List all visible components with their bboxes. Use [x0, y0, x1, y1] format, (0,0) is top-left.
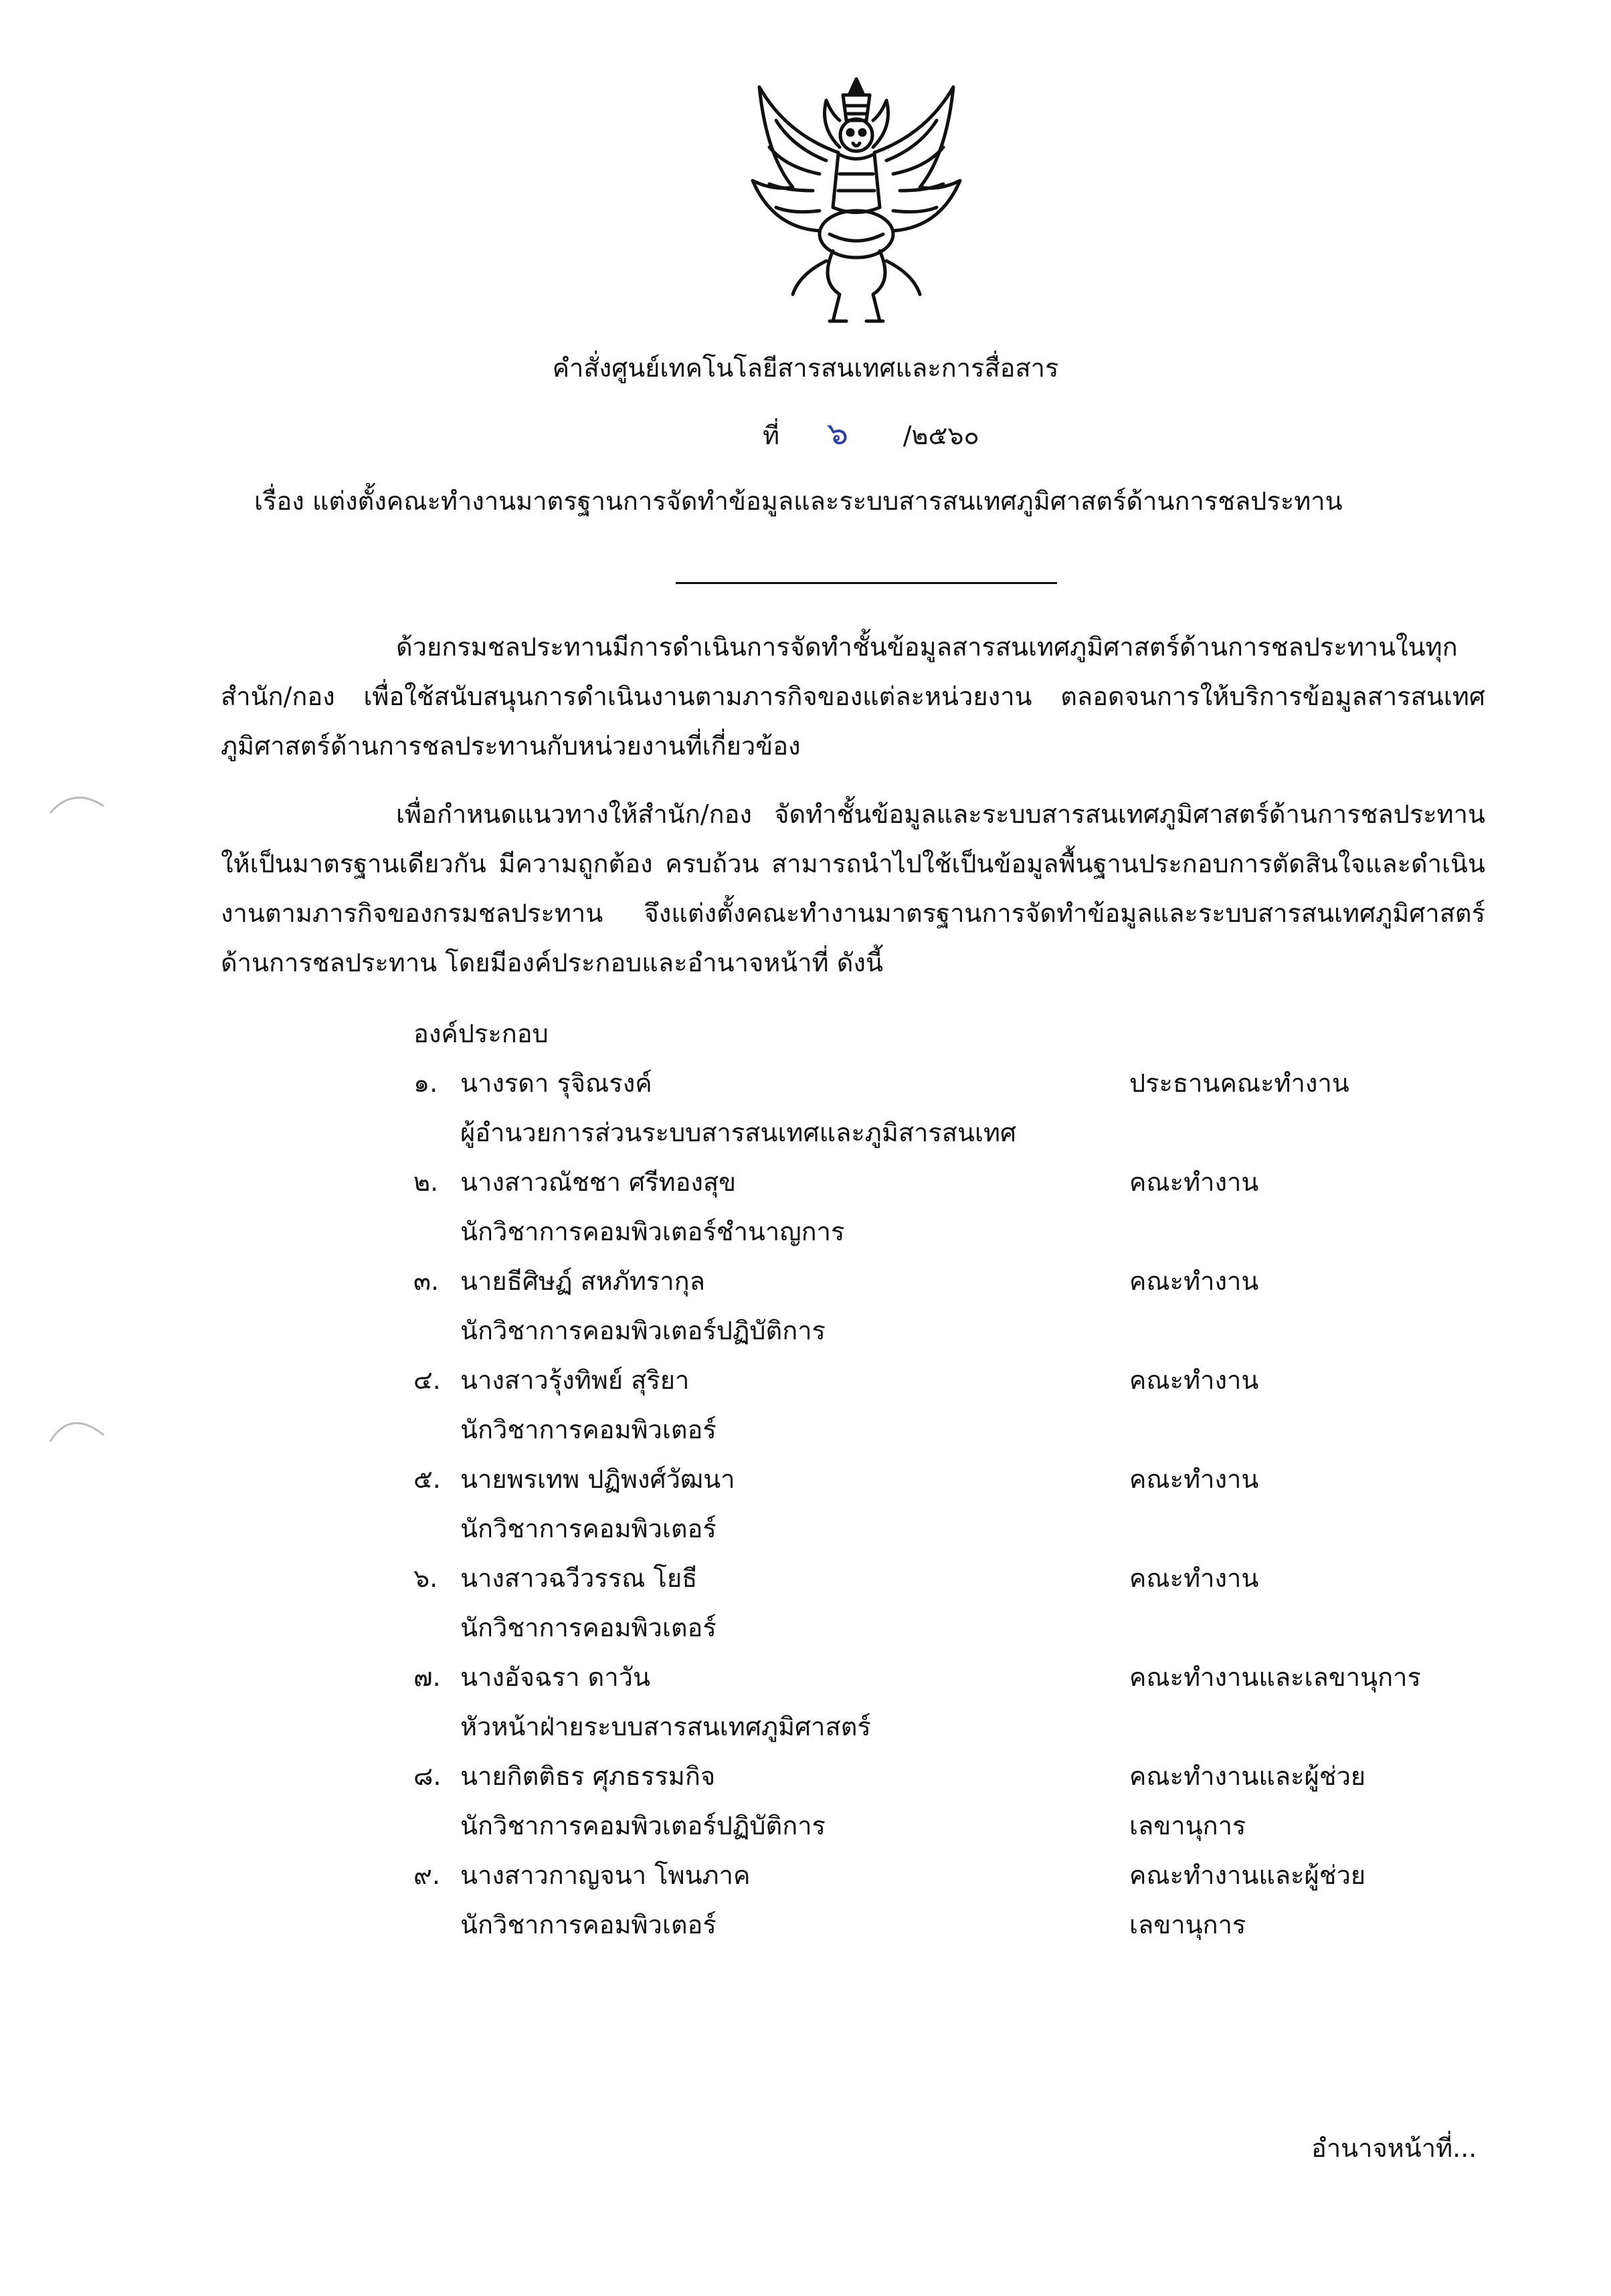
- member-position: นักวิชาการคอมพิวเตอร์: [460, 1910, 717, 1939]
- member-number: ๘.: [413, 1761, 442, 1791]
- member-item: [413, 1058, 1484, 1157]
- member-role: คณะทำงานและผู้ช่วย: [1129, 1860, 1366, 1890]
- member-name: นางอัจฉรา ดาวัน: [460, 1662, 650, 1692]
- member-list: [413, 1058, 1484, 1949]
- handwritten-number: ๖: [826, 413, 850, 454]
- member-position: นักวิชาการคอมพิวเตอร์ชำนาญการ: [460, 1217, 845, 1246]
- member-number: ๒.: [413, 1167, 439, 1197]
- member-role: คณะทำงานและเลขานุการ: [1129, 1662, 1421, 1692]
- composition-heading: องค์ประกอบ: [413, 1019, 549, 1048]
- continued-footer: อำนาจหน้าที่...: [1311, 2133, 1477, 2163]
- member-number: ๔.: [413, 1365, 441, 1395]
- member-role-cont: เลขานุการ: [1129, 1811, 1246, 1840]
- member-position: ผู้อำนวยการส่วนระบบสารสนเทศและภูมิสารสนเทศ: [460, 1118, 1017, 1147]
- member-name: นางสาวณัชชา ศรีทองสุข: [460, 1167, 737, 1197]
- member-item: [413, 1256, 1484, 1355]
- punch-hole-mark-icon: [47, 786, 107, 820]
- divider-line: [676, 582, 1057, 584]
- member-item: [413, 1850, 1484, 1949]
- member-role: คณะทำงาน: [1129, 1365, 1259, 1395]
- member-name: นายพรเทพ ปฏิพงศ์วัฒนา: [460, 1464, 735, 1494]
- member-name: นายธีศิษฏ์ สหภัทรากุล: [460, 1266, 705, 1296]
- punch-hole-mark-icon: [47, 1408, 107, 1448]
- member-name: นางสาวรุ้งทิพย์ สุริยา: [460, 1365, 690, 1395]
- member-position: นักวิชาการคอมพิวเตอร์: [460, 1613, 717, 1642]
- member-role: คณะทำงาน: [1129, 1167, 1259, 1197]
- member-number: ๑.: [413, 1068, 438, 1098]
- order-title: คำสั่งศูนย์เทคโนโลยีสารสนเทศและการสื่อสาร: [552, 353, 1059, 383]
- member-item: [413, 1355, 1484, 1454]
- member-role: คณะทำงาน: [1129, 1266, 1259, 1296]
- member-position: นักวิชาการคอมพิวเตอร์: [460, 1514, 717, 1543]
- member-position: นักวิชาการคอมพิวเตอร์: [460, 1415, 717, 1444]
- member-number: ๓.: [413, 1266, 440, 1296]
- member-item: [413, 1652, 1484, 1751]
- paragraph-2-text: เพื่อกำหนดแนวทางให้สำนัก/กอง จัดทำชั้นข้อมูลและระบบสารสนเทศภูมิศาสตร์ด้านการชลประทานให้เป็นมาตรฐานเดียวกัน มีความถูกต้อง ครบถ้วน สามารถนำไปใช้เป็นข้อมูลพื้นฐานประกอบการตัดสินใจและดำเนินงานตามภารกิจของกรมชลประทาน จึงแต่งตั้งคณะทำงานมาตรฐานการจัดทำข้อมูลและระบบสารสนเทศภูมิศาสตร์ด้านการชลประทาน โดยมีองค์ประกอบและอำนาจหน้าที่ ดังนี้: [221, 799, 1485, 977]
- member-role: คณะทำงาน: [1129, 1563, 1259, 1593]
- member-item: [413, 1157, 1484, 1256]
- member-role: คณะทำงาน: [1129, 1464, 1259, 1494]
- member-role: คณะทำงานและผู้ช่วย: [1129, 1761, 1366, 1791]
- member-position: นักวิชาการคอมพิวเตอร์ปฏิบัติการ: [460, 1811, 826, 1840]
- paragraph-1-text: ด้วยกรมชลประทานมีการดำเนินการจัดทำชั้นข้อมูลสารสนเทศภูมิศาสตร์ด้านการชลประทานในทุกสำนัก/กอง เพื่อใช้สนับสนุนการดำเนินงานตามภารกิจของแต่ละหน่วยงาน ตลอดจนการให้บริการข้อมูลสารสนเทศภูมิศาสตร์ด้านการชลประทานกับหน่วยงานที่เกี่ยวข้อง: [221, 632, 1485, 761]
- member-number: ๙.: [413, 1860, 440, 1890]
- member-name: นางสาวฉวีวรรณ โยธี: [460, 1563, 698, 1593]
- order-year: /๒๕๖๐: [903, 421, 979, 450]
- order-number-prefix: ที่: [763, 421, 780, 450]
- member-position: หัวหน้าฝ่ายระบบสารสนเทศภูมิศาสตร์: [460, 1712, 871, 1741]
- paragraph-background: [221, 622, 1485, 771]
- member-number: ๖.: [413, 1563, 438, 1593]
- member-item: [413, 1751, 1484, 1850]
- member-name: นางรดา รุจิณรงค์: [460, 1068, 652, 1098]
- member-number: ๗.: [413, 1662, 441, 1692]
- member-number: ๕.: [413, 1464, 441, 1494]
- member-position: นักวิชาการคอมพิวเตอร์ปฏิบัติการ: [460, 1316, 826, 1345]
- member-item: [413, 1553, 1484, 1652]
- garuda-emblem-icon: [746, 74, 967, 334]
- order-subject: เรื่อง แต่งตั้งคณะทำงานมาตรฐานการจัดทำข้อมูลและระบบสารสนเทศภูมิศาสตร์ด้านการชลประทาน: [254, 486, 1343, 516]
- member-role-cont: เลขานุการ: [1129, 1910, 1246, 1939]
- paragraph-purpose: [221, 789, 1485, 987]
- member-item: [413, 1454, 1484, 1553]
- member-name: นายกิตติธร ศุภธรรมกิจ: [460, 1761, 716, 1791]
- member-name: นางสาวกาญจนา โพนภาค: [460, 1860, 751, 1890]
- order-number: [763, 408, 979, 459]
- member-role: ประธานคณะทำงาน: [1129, 1068, 1349, 1098]
